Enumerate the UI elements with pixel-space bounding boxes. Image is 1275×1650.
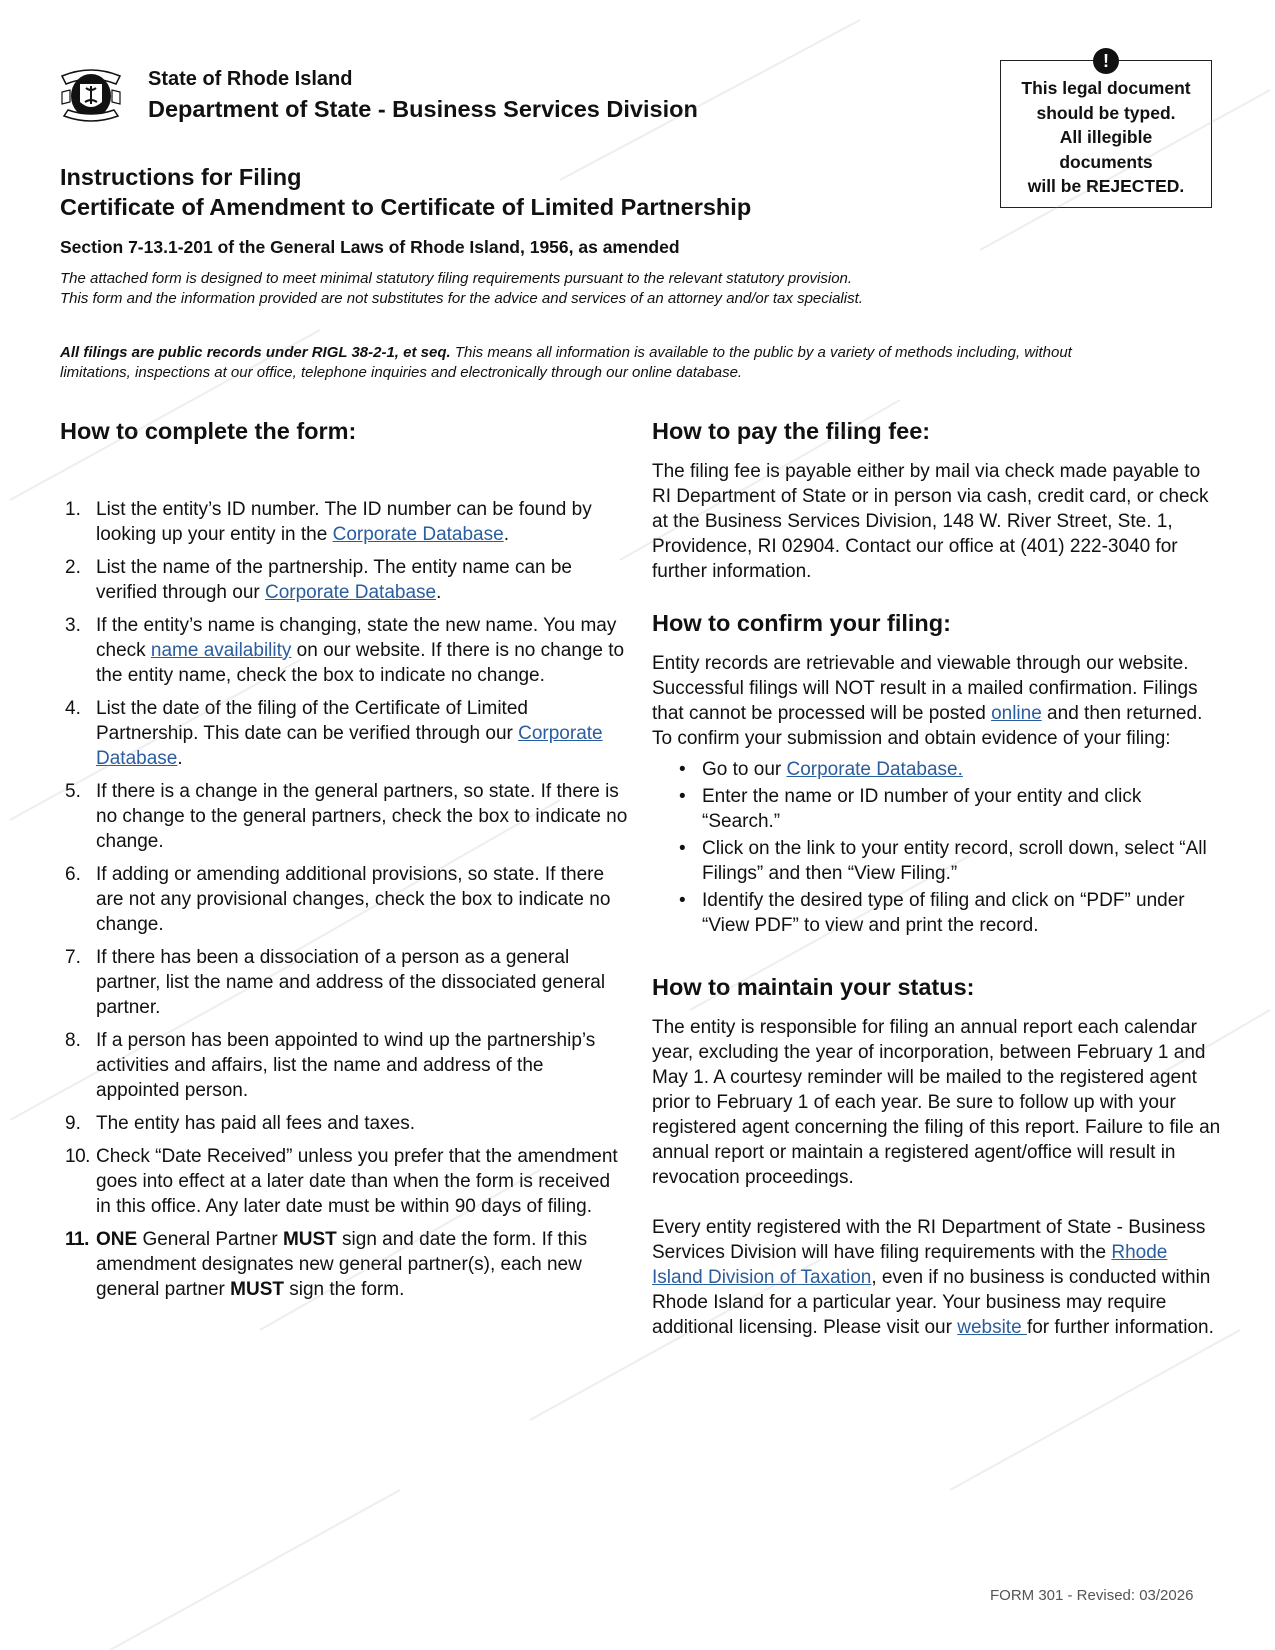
confirm-text: Entity records are retrievable and viewable through our website. Successful filings will NOT result in a mailed confirmation. Filings that cannot be processed will be posted xyxy=(652,653,1198,724)
complete-form-heading: How to complete the form: xyxy=(60,418,357,444)
bullet-text: Go to our xyxy=(702,759,787,780)
disclaimer xyxy=(60,269,1100,309)
list-item xyxy=(60,1111,630,1136)
step-text: If the entity’s name is changing, state the new name. You may check xyxy=(96,615,617,661)
confirm-filing-text xyxy=(652,651,1222,751)
public-records-bold: All filings are public records under RIGL 38-2-1, et seq. xyxy=(60,344,451,361)
exclamation-icon: ! xyxy=(1093,48,1119,74)
step-text: sign the form. xyxy=(283,1279,405,1300)
step-bold: MUST xyxy=(282,1229,337,1250)
step-number: 6. xyxy=(65,864,81,885)
confirm-text: and then returned. To confirm your submission and obtain evidence of your filing: xyxy=(652,703,1203,749)
list-item xyxy=(60,862,630,937)
title-line-1: Instructions for Filing xyxy=(60,164,302,190)
corporate-database-link[interactable]: Corporate Database. xyxy=(786,759,963,780)
step-text: If adding or amending additional provisions, so state. If there are not any provisional changes, check the box to indicate no change. xyxy=(96,864,611,935)
pay-fee-heading: How to pay the filing fee: xyxy=(652,418,931,444)
list-item xyxy=(60,497,630,547)
step-bold: MUST xyxy=(230,1279,284,1300)
taxation-text-part: for further information. xyxy=(1026,1317,1214,1338)
title-line-2: Certificate of Amendment to Certificate of Limited Partnership xyxy=(60,194,752,220)
step-number: 11. xyxy=(65,1229,89,1250)
step-number: 4. xyxy=(65,698,81,719)
pay-fee-text: The filing fee is payable either by mail via check made payable to RI Department of State or in person via cash, credit card, or check at the Business Services Division, 148 W. River Street, Ste. 1, Providence, RI 02904. Contact our office at (401) 222-3040 for further information. xyxy=(652,461,1209,582)
step-number: 7. xyxy=(65,947,81,968)
step-number: 10. xyxy=(65,1146,90,1167)
step-bold: ONE xyxy=(96,1229,138,1250)
maintain-status-text: The entity is responsible for filing an annual report each calendar year, excluding the year of incorporation, between February 1 and May 1. A courtesy reminder will be mailed to the registered agent prior to February 1 of each year. Be sure to follow up with your registered agent concerning the filing of this report. Failure to file an annual report or maintain a registered agent/office will result in revocation proceedings. xyxy=(652,1017,1221,1188)
list-item xyxy=(60,1144,630,1219)
taxation-text xyxy=(652,1215,1222,1340)
right-column xyxy=(652,418,1222,1340)
step-number: 2. xyxy=(65,557,81,578)
list-item xyxy=(60,696,630,771)
state-name: State of Rhode Island xyxy=(148,68,353,90)
list-item xyxy=(60,1028,630,1103)
maintain-status-heading: How to maintain your status: xyxy=(652,974,975,1000)
notice-line: This legal document xyxy=(1021,78,1191,98)
notice-line: All illegible xyxy=(1059,127,1153,147)
step-text: on our website. If there is no change to the entity name, check the box to indicate no change. xyxy=(96,640,625,686)
name-availability-link[interactable]: name availability xyxy=(150,640,292,661)
steps-list xyxy=(60,497,630,1302)
watermark-stroke xyxy=(110,1490,400,1650)
public-records-notice xyxy=(60,343,1110,383)
corporate-database-link[interactable]: Corporate Database xyxy=(265,582,437,603)
step-text: The entity has paid all fees and taxes. xyxy=(96,1113,415,1134)
document-title xyxy=(60,162,751,222)
disclaimer-line-2: This form and the information provided are not substitutes for the advice and services of an attorney and/or tax specialist. xyxy=(60,290,863,307)
taxation-text-part: , even if no business is conducted within Rhode Island for a particular year. Your business may require additional licensing. Please visit our xyxy=(652,1267,1211,1338)
list-item: • Click on the link to your entity record, scroll down, select “All Filings” and then “View Filing.” xyxy=(652,836,1222,886)
list-item xyxy=(60,613,630,688)
step-number: 5. xyxy=(65,781,81,802)
list-item: • Identify the desired type of filing and click on “PDF” under “View PDF” to view and print the record. xyxy=(652,888,1222,938)
step-number: 1. xyxy=(65,499,81,520)
step-text: If a person has been appointed to wind up the partnership’s activities and affairs, list the name and address of the appointed person. xyxy=(96,1030,596,1101)
step-text: Check “Date Received” unless you prefer that the amendment goes into effect at a later date than when the form is received in this office. Any later date must be within 90 days of filing. xyxy=(96,1146,618,1217)
list-item xyxy=(652,757,1222,782)
watermark-stroke xyxy=(950,1330,1240,1490)
corporate-database-link[interactable]: Corporate Database xyxy=(332,524,504,545)
list-item xyxy=(60,945,630,1020)
notice-line: should be typed. xyxy=(1036,102,1176,123)
form-revision-footer: FORM 301 - Revised: 03/2026 xyxy=(990,1587,1194,1604)
step-number: 9. xyxy=(65,1113,81,1134)
complete-form-section xyxy=(60,418,630,1310)
public-records-text: This means all information is available to the public by a variety of methods including, without limitations, inspections at our office, telephone inquiries and electronically through our online database. xyxy=(60,344,1072,381)
step-text: . xyxy=(503,524,509,545)
website-link[interactable]: website xyxy=(957,1317,1027,1338)
corporate-database-link[interactable]: Corporate Database xyxy=(96,723,603,769)
step-text: If there is a change in the general partners, so state. If there is no change to the general partners, check the box to indicate no change. xyxy=(96,781,628,852)
notice-line: documents xyxy=(1059,151,1153,172)
taxation-text-part: Every entity registered with the RI Department of State - Business Services Division will have filing requirements with the xyxy=(652,1217,1206,1263)
list-item xyxy=(60,1227,630,1302)
list-item: • Enter the name or ID number of your entity and click “Search.” xyxy=(652,784,1222,834)
step-text: If there has been a dissociation of a person as a general partner, list the name and address of the dissociated general partner. xyxy=(96,947,606,1018)
notice-line: will be REJECTED. xyxy=(1027,176,1185,196)
step-text: List the name of the partnership. The entity name can be verified through our xyxy=(96,557,572,603)
step-text: List the date of the filing of the Certificate of Limited Partnership. This date can be verified through our xyxy=(96,698,528,744)
step-number: 8. xyxy=(65,1030,81,1051)
step-text: sign and date the form. If this amendment designates new general partner(s), each new general partner xyxy=(96,1229,588,1300)
disclaimer-line-1: The attached form is designed to meet minimal statutory filing requirements pursuant to the relevant statutory provision. xyxy=(60,270,853,287)
statute-reference: Section 7-13.1-201 of the General Laws of Rhode Island, 1956, as amended xyxy=(60,237,680,257)
step-number: 3. xyxy=(65,615,81,636)
department-name: Department of State - Business Services Division xyxy=(148,96,698,122)
list-item xyxy=(60,555,630,605)
typed-document-notice xyxy=(1000,51,1212,208)
step-text: General Partner xyxy=(137,1229,283,1250)
online-link[interactable]: online xyxy=(991,703,1042,724)
step-text: List the entity’s ID number. The ID number can be found by looking up your entity in the xyxy=(96,499,592,545)
step-text: . xyxy=(177,748,183,769)
state-seal-logo xyxy=(58,62,124,126)
division-of-taxation-link[interactable]: Rhode Island Division of Taxation xyxy=(652,1242,1168,1288)
list-item xyxy=(60,779,630,854)
confirm-filing-heading: How to confirm your filing: xyxy=(652,610,951,636)
step-text: . xyxy=(436,582,442,603)
confirm-steps-list xyxy=(652,757,1222,938)
